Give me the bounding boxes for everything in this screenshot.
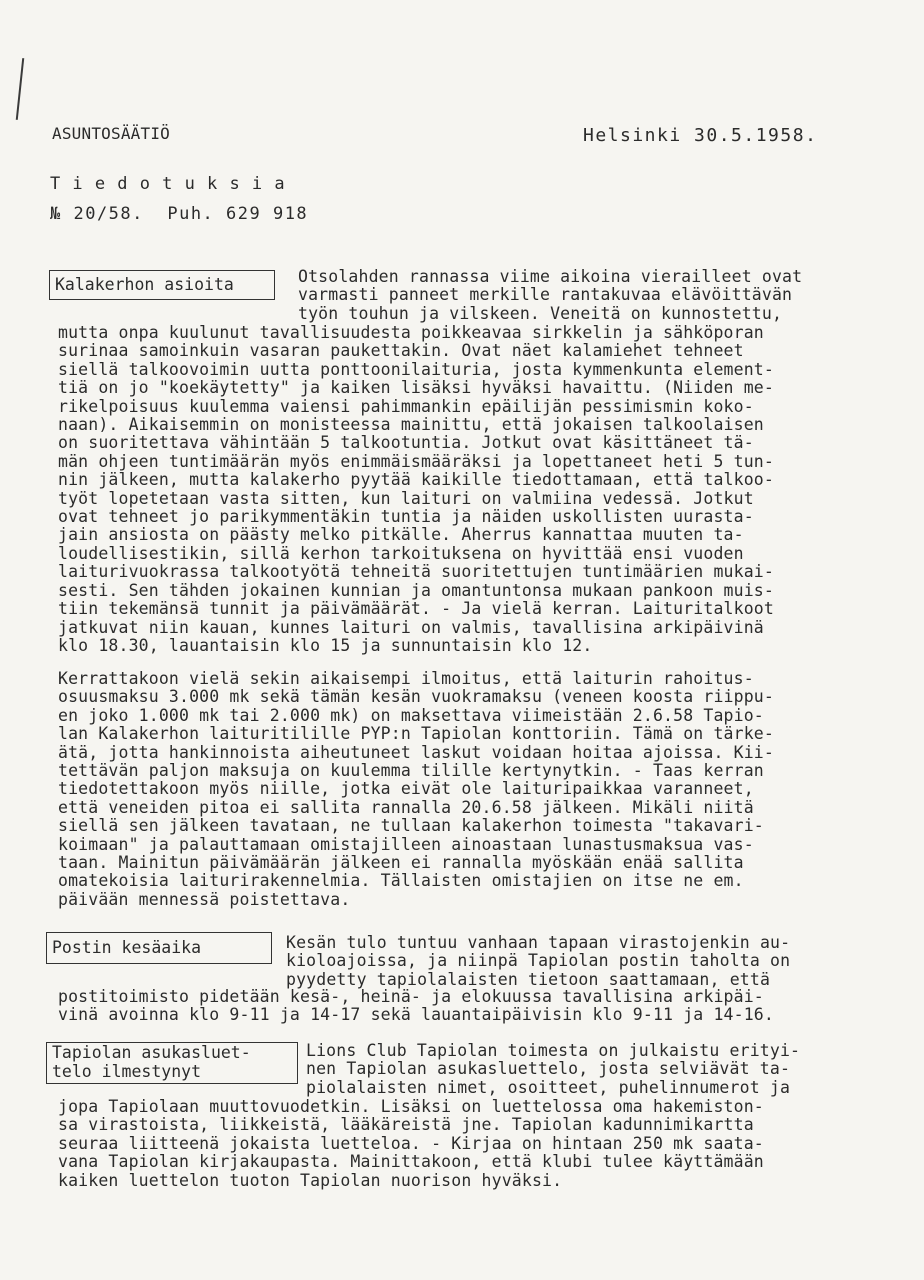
organization-name: ASUNTOSÄÄTIÖ xyxy=(52,124,170,143)
section-intro-kalakerho: Otsolahden rannassa viime aikoina vierailleet ovat varmasti panneet merkille rantakuvaa elävöittävän työn touhun ja vilskeen. Veneitä on kunnostettu, xyxy=(298,267,803,323)
section-body-kalakerho-payments: Kerrattakoon vielä sekin aikaisempi ilmoitus, että laiturin rahoitus- osuusmaksu 3.000 mk sekä tämän kesän vuokramaksu (veneen koosta riippu- en joko 1.000 mk tai 2.000 mk) on maksettava viimeistään 2.6.58 Tapio- lan Kalakerhon laituritilille PYP:n Tapiolan konttoriin. Tämä on tärke- ätä, jotta hankinnoista aiheutuneet laskut voidaan hoitaa ajoissa. Kii- tettävän paljon maksuja on kuulemma tilille kertynytkin. - Taas kerran tiedotettakoon myös niille, jotka eivät ole laituripaikkaa varanneet, että veneiden pitoa ei sallita rannalla 20.6.58 jälkeen. Mikäli niitä siellä sen jälkeen tavataan, ne tullaan kalakerhon toimesta "takavari- koimaan" ja palauttamaan omistajilleen ainoastaan lunastusmaksua vas- taan. Mainitun päivämäärän jälkeen ei rannalla myöskään enää sallita omatekoisia laiturirakennelmia. Tällaisten omistajien on itse ne em. päivään mennessä poistettava. xyxy=(58,669,774,909)
margin-pen-mark xyxy=(16,58,24,120)
section-heading-kalakerho: Kalakerhon asioita xyxy=(49,270,275,300)
place-date: Helsinki 30.5.1958. xyxy=(583,125,818,146)
section-body-posti: postitoimisto pidetään kesä-, heinä- ja elokuussa tavallisina arkipäi- vinä avoinna klo 9-11 ja 14-17 sekä lauantaipäivisin klo 9-11 ja 14-16. xyxy=(58,987,774,1025)
section-heading-posti: Postin kesäaika xyxy=(46,932,272,964)
section-intro-posti: Kesän tulo tuntuu vanhaan tapaan virastojenkin au- kioloajoissa, ja niinpä Tapiolan postin taholta on pyydetty tapiolalaisten tietoon saattamaan, että xyxy=(286,933,791,989)
bulletin-title: Tiedotuksia xyxy=(50,174,297,194)
section-heading-asukasluettelo: Tapiolan asukasluet- telo ilmestynyt xyxy=(46,1042,298,1084)
section-body-asukasluettelo: jopa Tapiolaan muuttovuodetkin. Lisäksi on luettelossa oma hakemiston- sa virastoista, liikkeistä, lääkäreistä jne. Tapiolan kadunnimikartta seuraa liitteenä jokaista luetteloa. - Kirjaa on hintaan 250 mk saata- vana Tapiolan kirjakaupasta. Mainittakoon, että klubi tulee käyttämään kaiken luettelon tuoton Tapiolan nuorison hyväksi. xyxy=(58,1097,764,1190)
section-body-kalakerho: mutta onpa kuulunut tavallisuudesta poikkeavaa sirkkelin ja sähköporan surinaa samoinkuin vasaran paukettakin. Ovat näet kalamiehet tehneet siellä talkoovoimin uutta ponttoonilaituria, josta kymmenkunta element- tiä on jo "koekäytetty" ja kaiken lisäksi hyväksi havaittu. (Niiden me- rikelpoisuus kuulemma vaiensi pahimmankin epäilijän pessimismin koko- naan). Aikaisemmin on monisteessa mainittu, että jokaisen talkoolaisen on suoritettava vähintään 5 talkootuntia. Jotkut ovat käsittäneet tä- män ohjeen tuntimäärän myös enimmäismääräksi ja lopettaneet heti 5 tun- nin jälkeen, mutta kalakerho pyytää kaikille tiedottamaan, että talkoo- työt lopetetaan vasta sitten, kun laituri on valmiina vedessä. Jotkut ovat tehneet jo parikymmentäkin tuntia ja näiden uskollisten uurasta- jain ansiosta on päästy melko pitkälle. Aherrus kannattaa muuten ta- loudellisestikin, sillä kerhon tarkoituksena on hyvittää ensi vuoden laiturivuokrassa talkootyötä tehneitä suoritettujen tuntimäärien mukai- sesti. Sen tähden jokainen kunnian ja omantuntonsa mukaan pankoon muis- tiin tekemänsä tunnit ja päivämäärät. - Ja vielä kerran. Laituritalkoot jatkuvat niin kauan, kunnes laituri on valmis, tavallisina arkipäivinä klo 18.30, lauantaisin klo 15 ja sunnuntaisin klo 12. xyxy=(58,323,774,655)
section-intro-asukasluettelo: Lions Club Tapiolan toimesta on julkaistu erityi- nen Tapiolan asukasluettelo, josta selviävät ta- piolalaisten nimet, osoitteet, puhelinnumerot ja xyxy=(306,1041,801,1097)
bulletin-number-phone: № 20/58. Puh. 629 918 xyxy=(50,204,309,224)
